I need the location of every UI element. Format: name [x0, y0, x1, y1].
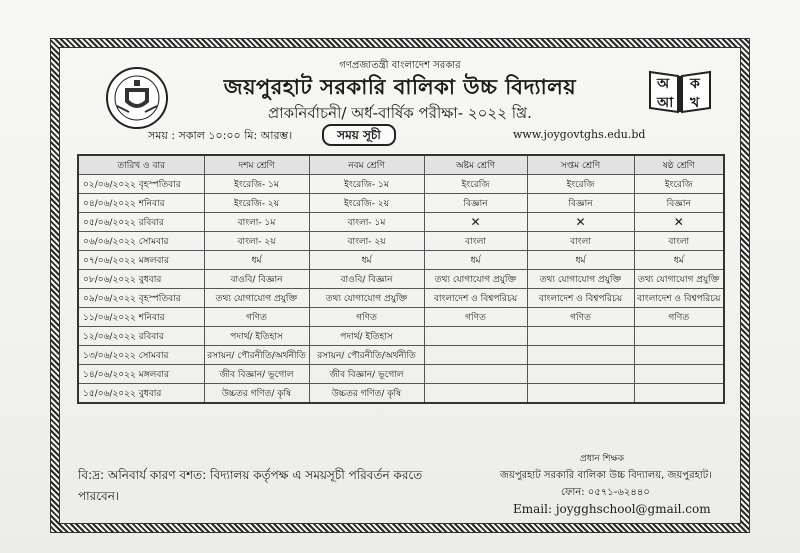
subject-cell: গণিত	[309, 308, 424, 327]
subject-cell: বাংলা- ২য়	[309, 232, 424, 251]
notice-text: বি:দ্র: অনিবার্য কারণ বশত: বিদ্যালয় কর্তৃপক্ষ এ সময়সূচী পরিবর্তন করতে পারবেন।	[78, 468, 423, 503]
signatory-school: জয়পুরহাট সরকারি বালিকা উচ্চ বিদ্যালয়, জয়পুরহাট।	[500, 470, 712, 481]
book-letter: অ	[657, 76, 670, 92]
subject-cell: তথ্য যোগাযোগ প্রযুক্তি	[309, 289, 424, 308]
date-cell: ০৪/০৬/২০২২ শনিবার	[78, 194, 204, 213]
subject-cell: ইংরেজি	[527, 175, 634, 194]
subject-cell: বাংলা	[527, 232, 634, 251]
subject-cell: বাংলা	[424, 232, 527, 251]
subject-cell	[634, 384, 724, 404]
subject-cell: গণিত	[527, 308, 634, 327]
subject-cell: জীব বিজ্ঞান/ ভূগোল	[309, 365, 424, 384]
subject-cell: ✕	[634, 213, 724, 232]
signatory-role: প্রধান শিক্ষক	[580, 454, 625, 464]
exam-time: সময় : সকাল ১০:০০ মি: আরম্ভ।	[148, 129, 293, 142]
subject-cell: বাওবি/ বিজ্ঞান	[309, 270, 424, 289]
subject-cell: বাংলাদেশ ও বিশ্বপরিচয়	[527, 289, 634, 308]
subject-cell: বাংলাদেশ ও বিশ্বপরিচয়	[634, 289, 724, 308]
table-row	[78, 175, 724, 194]
book-letter: খ	[690, 95, 700, 111]
subject-cell	[634, 346, 724, 365]
website-link[interactable]: www.joygovtghs.edu.bd	[513, 128, 646, 141]
date-cell: ০৯/০৬/২০২২ বৃহস্পতিবার	[78, 289, 204, 308]
subject-cell: তথ্য যোগাযোগ প্রযুক্তি	[634, 270, 724, 289]
subject-cell: ধর্ম	[634, 251, 724, 270]
subject-cell: বাওবি/ বিজ্ঞান	[204, 270, 309, 289]
column-header: ষষ্ঠ শ্রেণি	[634, 155, 724, 175]
signatory-phone: ফোন: ০৫৭১-৬২৪৪০	[561, 487, 650, 498]
subject-cell: বিজ্ঞান	[527, 194, 634, 213]
subject-cell: ধর্ম	[424, 251, 527, 270]
subject-cell	[527, 365, 634, 384]
date-cell: ১৫/০৬/২০২২ বুধবার	[78, 384, 204, 404]
subject-cell: বাংলা- ১ম	[309, 213, 424, 232]
date-cell: ১৩/০৬/২০২২ সোমবার	[78, 346, 204, 365]
government-line: গণপ্রজাতন্ত্রী বাংলাদেশ সরকার	[339, 60, 461, 71]
subject-cell: ✕	[424, 213, 527, 232]
column-header: নবম শ্রেণি	[309, 155, 424, 175]
table-header-row	[78, 155, 724, 175]
subject-cell: জীব বিজ্ঞান/ ভূগোল	[204, 365, 309, 384]
subject-cell: রসায়ন/ পৌরনীতি/অর্থনীতি	[204, 346, 309, 365]
exam-schedule-table	[77, 154, 725, 404]
subject-cell	[634, 327, 724, 346]
subject-cell: ইংরেজি- ২য়	[309, 194, 424, 213]
book-icon	[648, 68, 712, 114]
subject-cell: রসায়ন/ পৌরনীতি/অর্থনীতি	[309, 346, 424, 365]
decorative-border	[50, 38, 750, 533]
subject-cell	[527, 384, 634, 404]
subject-cell	[634, 365, 724, 384]
subject-cell: ইংরেজি- ২য়	[204, 194, 309, 213]
table-row	[78, 308, 724, 327]
date-cell: ০৬/০৬/২০২২ সোমবার	[78, 232, 204, 251]
column-header: তারিখ ও বার	[78, 155, 204, 175]
table-row	[78, 384, 724, 404]
subject-cell: ইংরেজি	[424, 175, 527, 194]
subject-cell	[424, 327, 527, 346]
table-body	[78, 175, 724, 404]
date-cell: ১৪/০৬/২০২২ মঙ্গলবার	[78, 365, 204, 384]
date-cell: ০৫/০৬/২০২২ রবিবার	[78, 213, 204, 232]
book-letter: আ	[657, 95, 674, 111]
table-row	[78, 346, 724, 365]
subject-cell: ইংরেজি	[634, 175, 724, 194]
date-cell: ০২/০৬/২০২২ বৃহস্পতিবার	[78, 175, 204, 194]
subject-cell: পদার্থ/ ইতিহাস	[309, 327, 424, 346]
column-header: দশম শ্রেণি	[204, 155, 309, 175]
date-cell: ১২/০৬/২০২২ রবিবার	[78, 327, 204, 346]
subject-cell: ধর্ম	[309, 251, 424, 270]
subject-cell: উচ্চতর গণিত/ কৃষি	[204, 384, 309, 404]
table-row	[78, 251, 724, 270]
subject-cell: বাংলাদেশ ও বিশ্বপরিচয়	[424, 289, 527, 308]
table-row	[78, 365, 724, 384]
table-row	[78, 289, 724, 308]
subject-cell: উচ্চতর গণিত/ কৃষি	[309, 384, 424, 404]
date-cell: ০৭/০৬/২০২২ মঙ্গলবার	[78, 251, 204, 270]
subject-cell	[424, 365, 527, 384]
subject-cell: বাংলা- ২য়	[204, 232, 309, 251]
subject-cell: বাংলা- ১ম	[204, 213, 309, 232]
book-letter: ক	[690, 76, 700, 92]
subject-cell	[424, 346, 527, 365]
subject-cell: তথ্য যোগাযোগ প্রযুক্তি	[424, 270, 527, 289]
subject-cell: বিজ্ঞান	[634, 194, 724, 213]
subject-cell: ইংরেজি- ১ম	[309, 175, 424, 194]
column-header: সপ্তম শ্রেণি	[527, 155, 634, 175]
document-content	[59, 47, 741, 524]
date-cell: ১১/০৬/২০২২ শনিবার	[78, 308, 204, 327]
subject-cell: বিজ্ঞান	[424, 194, 527, 213]
table-row	[78, 213, 724, 232]
subject-cell: তথ্য যোগাযোগ প্রযুক্তি	[527, 270, 634, 289]
subject-cell: পদার্থ/ ইতিহাস	[204, 327, 309, 346]
table-row	[78, 232, 724, 251]
subject-cell: গণিত	[634, 308, 724, 327]
signatory-email[interactable]: Email: joygghschool@gmail.com	[513, 502, 711, 516]
table-row	[78, 194, 724, 213]
subject-cell: গণিত	[204, 308, 309, 327]
subject-cell: ধর্ম	[527, 251, 634, 270]
school-name: জয়পুরহাট সরকারি বালিকা উচ্চ বিদ্যালয়	[223, 75, 577, 99]
schedule-badge: সময় সূচী	[322, 124, 396, 146]
subject-cell: ইংরেজি- ১ম	[204, 175, 309, 194]
subject-cell	[527, 346, 634, 365]
subject-cell: বাংলা	[634, 232, 724, 251]
table-row	[78, 270, 724, 289]
date-cell: ০৮/০৬/২০২২ বুধবার	[78, 270, 204, 289]
subject-cell: ধর্ম	[204, 251, 309, 270]
subject-cell	[424, 384, 527, 404]
subject-cell: ✕	[527, 213, 634, 232]
column-header: অষ্টম শ্রেণি	[424, 155, 527, 175]
table-row	[78, 327, 724, 346]
exam-title: প্রাকনির্বাচনী/ অর্ধ-বার্ষিক পরীক্ষা- ২০২২ খ্রি.	[268, 104, 532, 122]
subject-cell: তথ্য যোগাযোগ প্রযুক্তি	[204, 289, 309, 308]
subject-cell: গণিত	[424, 308, 527, 327]
subject-cell	[527, 327, 634, 346]
